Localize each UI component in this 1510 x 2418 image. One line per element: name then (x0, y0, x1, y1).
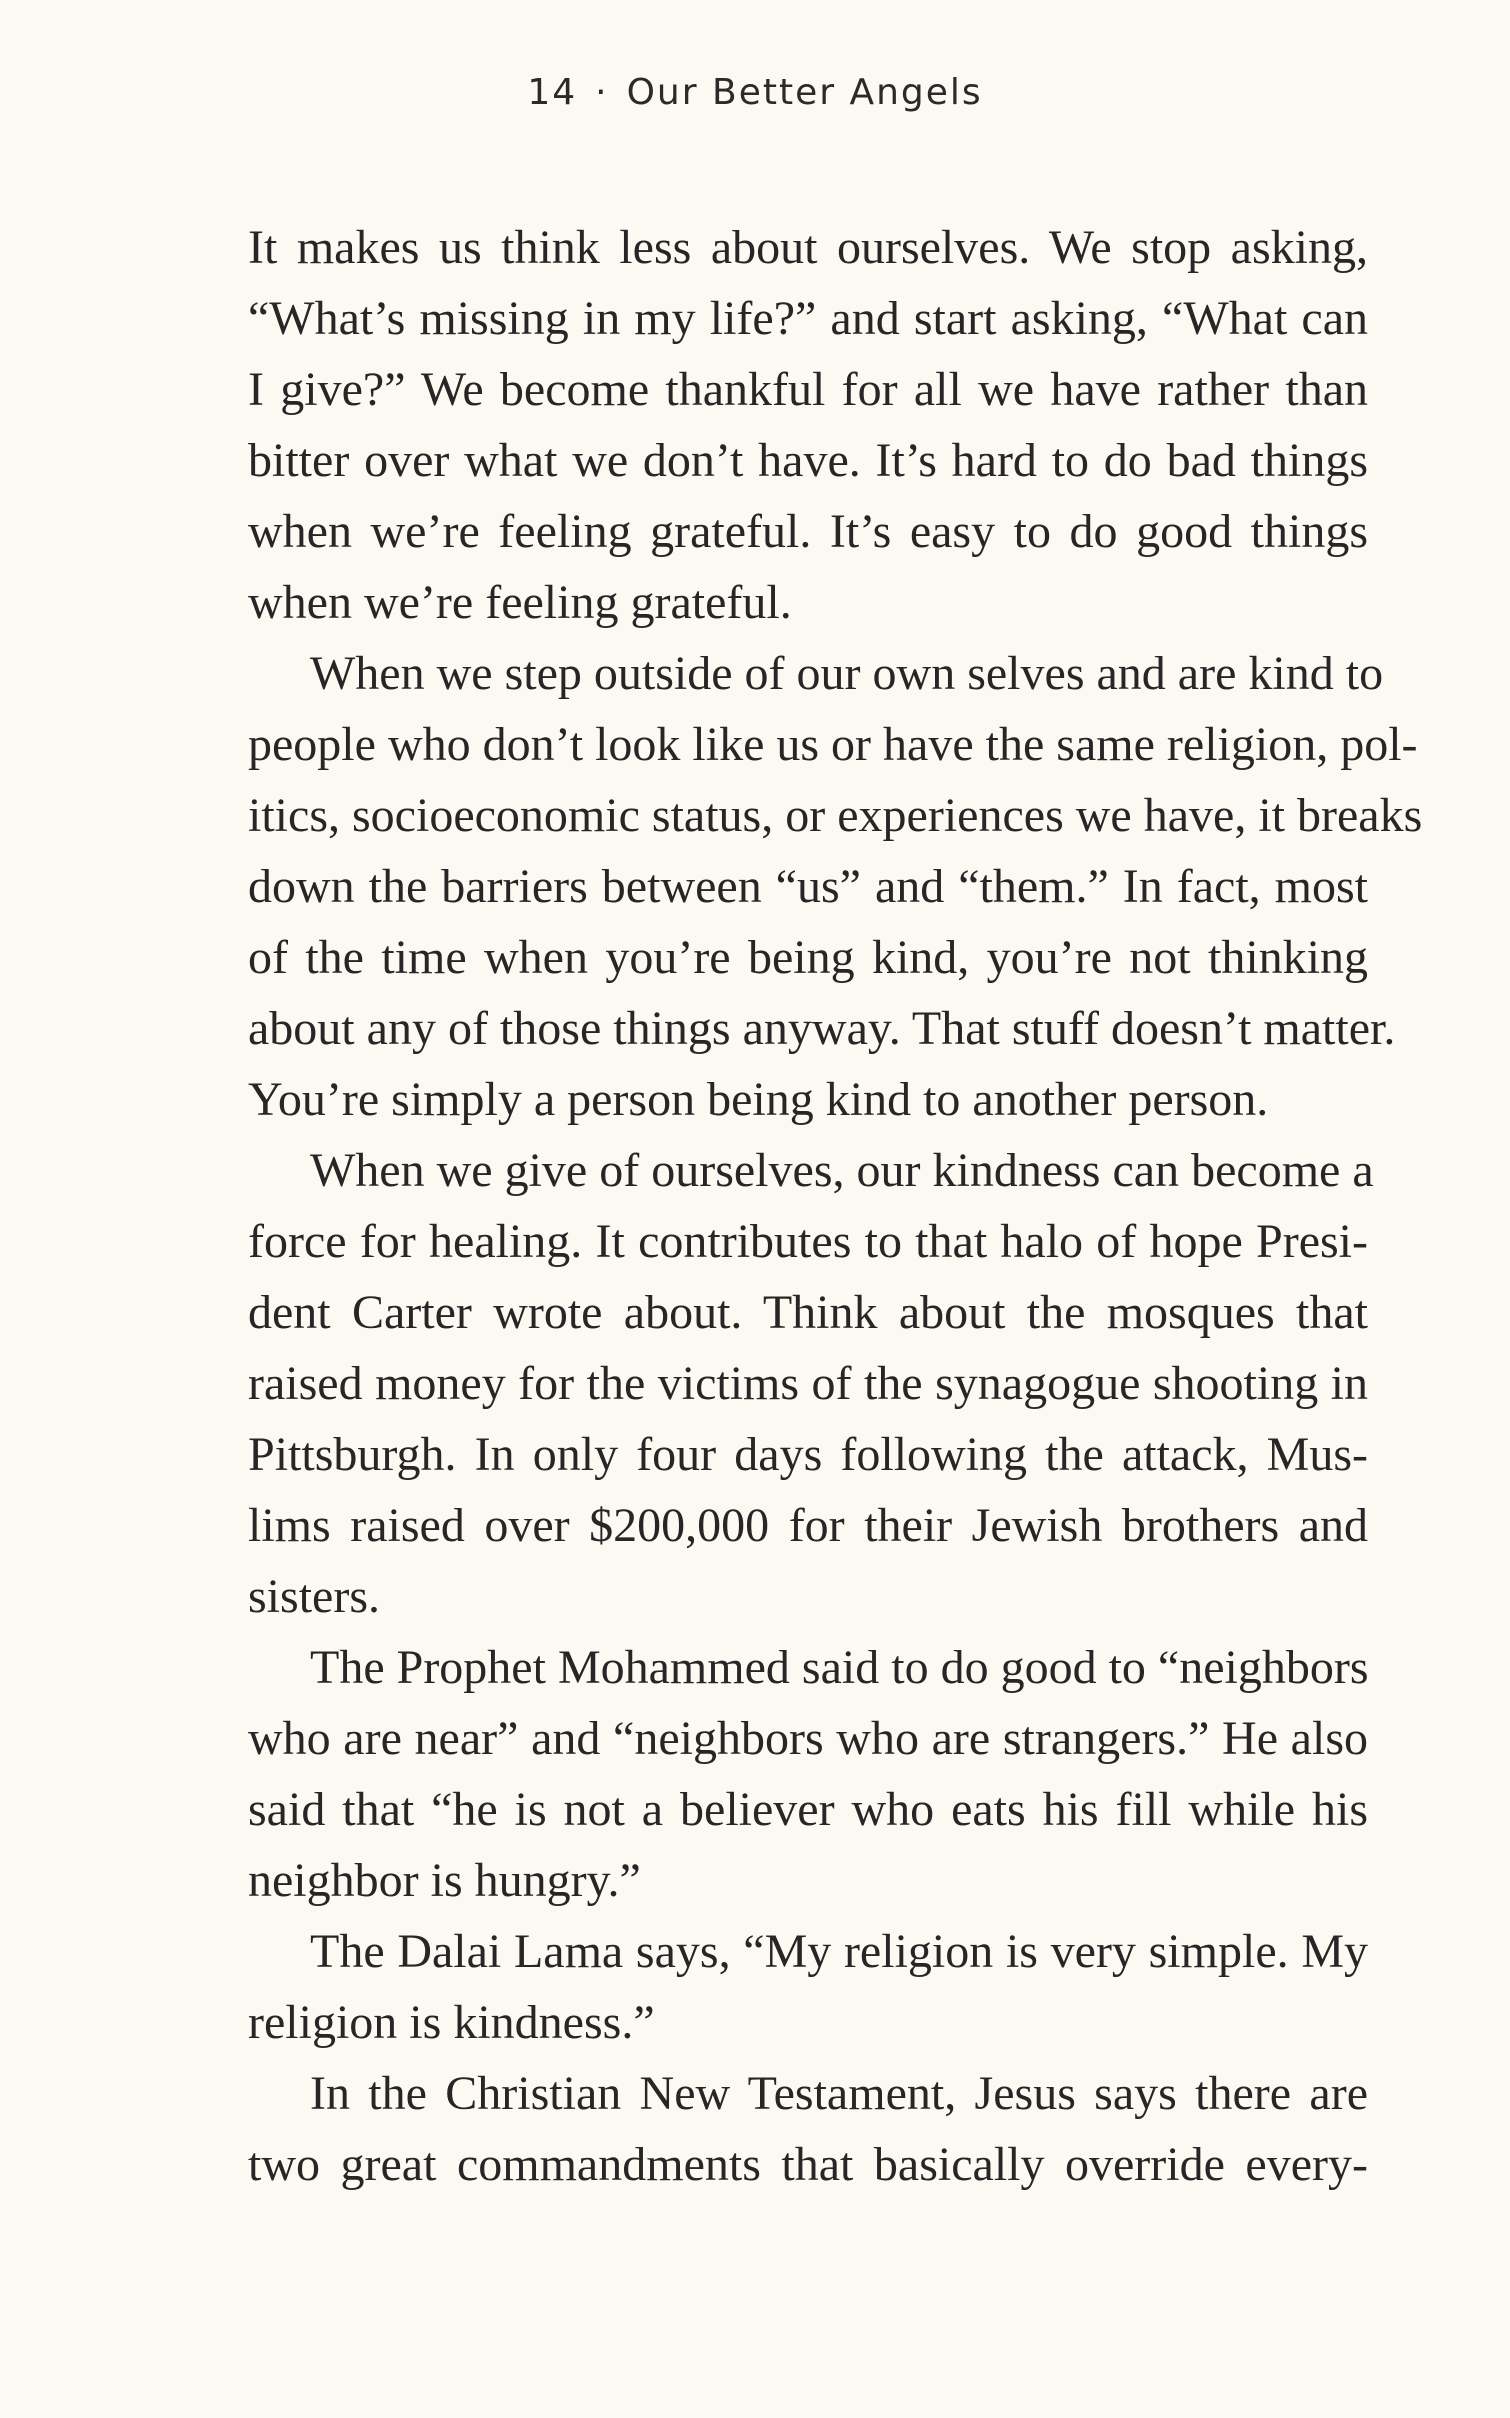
paragraph (248, 1135, 1374, 1632)
paragraph (248, 1632, 1368, 1916)
paragraph (248, 1916, 1368, 2058)
text-line: I give?” We become thankful for all we have rather than (248, 363, 1368, 416)
text-line: about any of those things anyway. That stuff doesn’t matter. (248, 1002, 1396, 1055)
text-line: When we give of ourselves, our kindness can become a (310, 1144, 1374, 1197)
page-number: 14 (527, 72, 578, 113)
text-line: when we’re feeling grateful. It’s easy to do good things (248, 505, 1368, 558)
text-line: when we’re feeling grateful. (248, 576, 792, 629)
text-line: The Prophet Mohammed said to do good to “neighbors (310, 1641, 1369, 1694)
text-line: said that “he is not a believer who eats his fill while his (248, 1783, 1368, 1836)
header-separator: · (595, 72, 609, 113)
paragraph (248, 212, 1368, 638)
text-line: force for healing. It contributes to that halo of hope Presi- (248, 1215, 1368, 1268)
running-header (0, 72, 1510, 113)
text-line: The Dalai Lama says, “My religion is very simple. My (310, 1925, 1368, 1978)
text-line: religion is kindness.” (248, 1996, 655, 2049)
text-line: lims raised over $200,000 for their Jewish brothers and (248, 1499, 1368, 1552)
text-line: two great commandments that basically override every- (248, 2138, 1368, 2191)
text-line: “What’s missing in my life?” and start asking, “What can (248, 292, 1368, 345)
text-line: dent Carter wrote about. Think about the mosques that (248, 1286, 1368, 1339)
body-text (248, 212, 1423, 2200)
paragraph (248, 638, 1423, 1135)
text-line: who are near” and “neighbors who are strangers.” He also (248, 1712, 1368, 1765)
text-line: sisters. (248, 1570, 380, 1623)
text-line: bitter over what we don’t have. It’s hard to do bad things (248, 434, 1368, 487)
text-line: down the barriers between “us” and “them.” In fact, most (248, 860, 1368, 913)
book-title: Our Better Angels (626, 72, 983, 113)
text-line: When we step outside of our own selves and are kind to (310, 647, 1384, 700)
text-line: neighbor is hungry.” (248, 1854, 641, 1907)
text-line: You’re simply a person being kind to another person. (248, 1073, 1269, 1126)
paragraph (248, 2058, 1368, 2200)
text-line: Pittsburgh. In only four days following the attack, Mus- (248, 1428, 1368, 1481)
text-line: of the time when you’re being kind, you’re not thinking (248, 931, 1368, 984)
text-line: In the Christian New Testament, Jesus says there are (310, 2067, 1368, 2120)
text-line: raised money for the victims of the synagogue shooting in (248, 1357, 1368, 1410)
text-line: It makes us think less about ourselves. We stop asking, (248, 221, 1368, 274)
text-line: people who don’t look like us or have the same religion, pol- (248, 718, 1418, 771)
text-line: itics, socioeconomic status, or experiences we have, it breaks (248, 789, 1423, 842)
